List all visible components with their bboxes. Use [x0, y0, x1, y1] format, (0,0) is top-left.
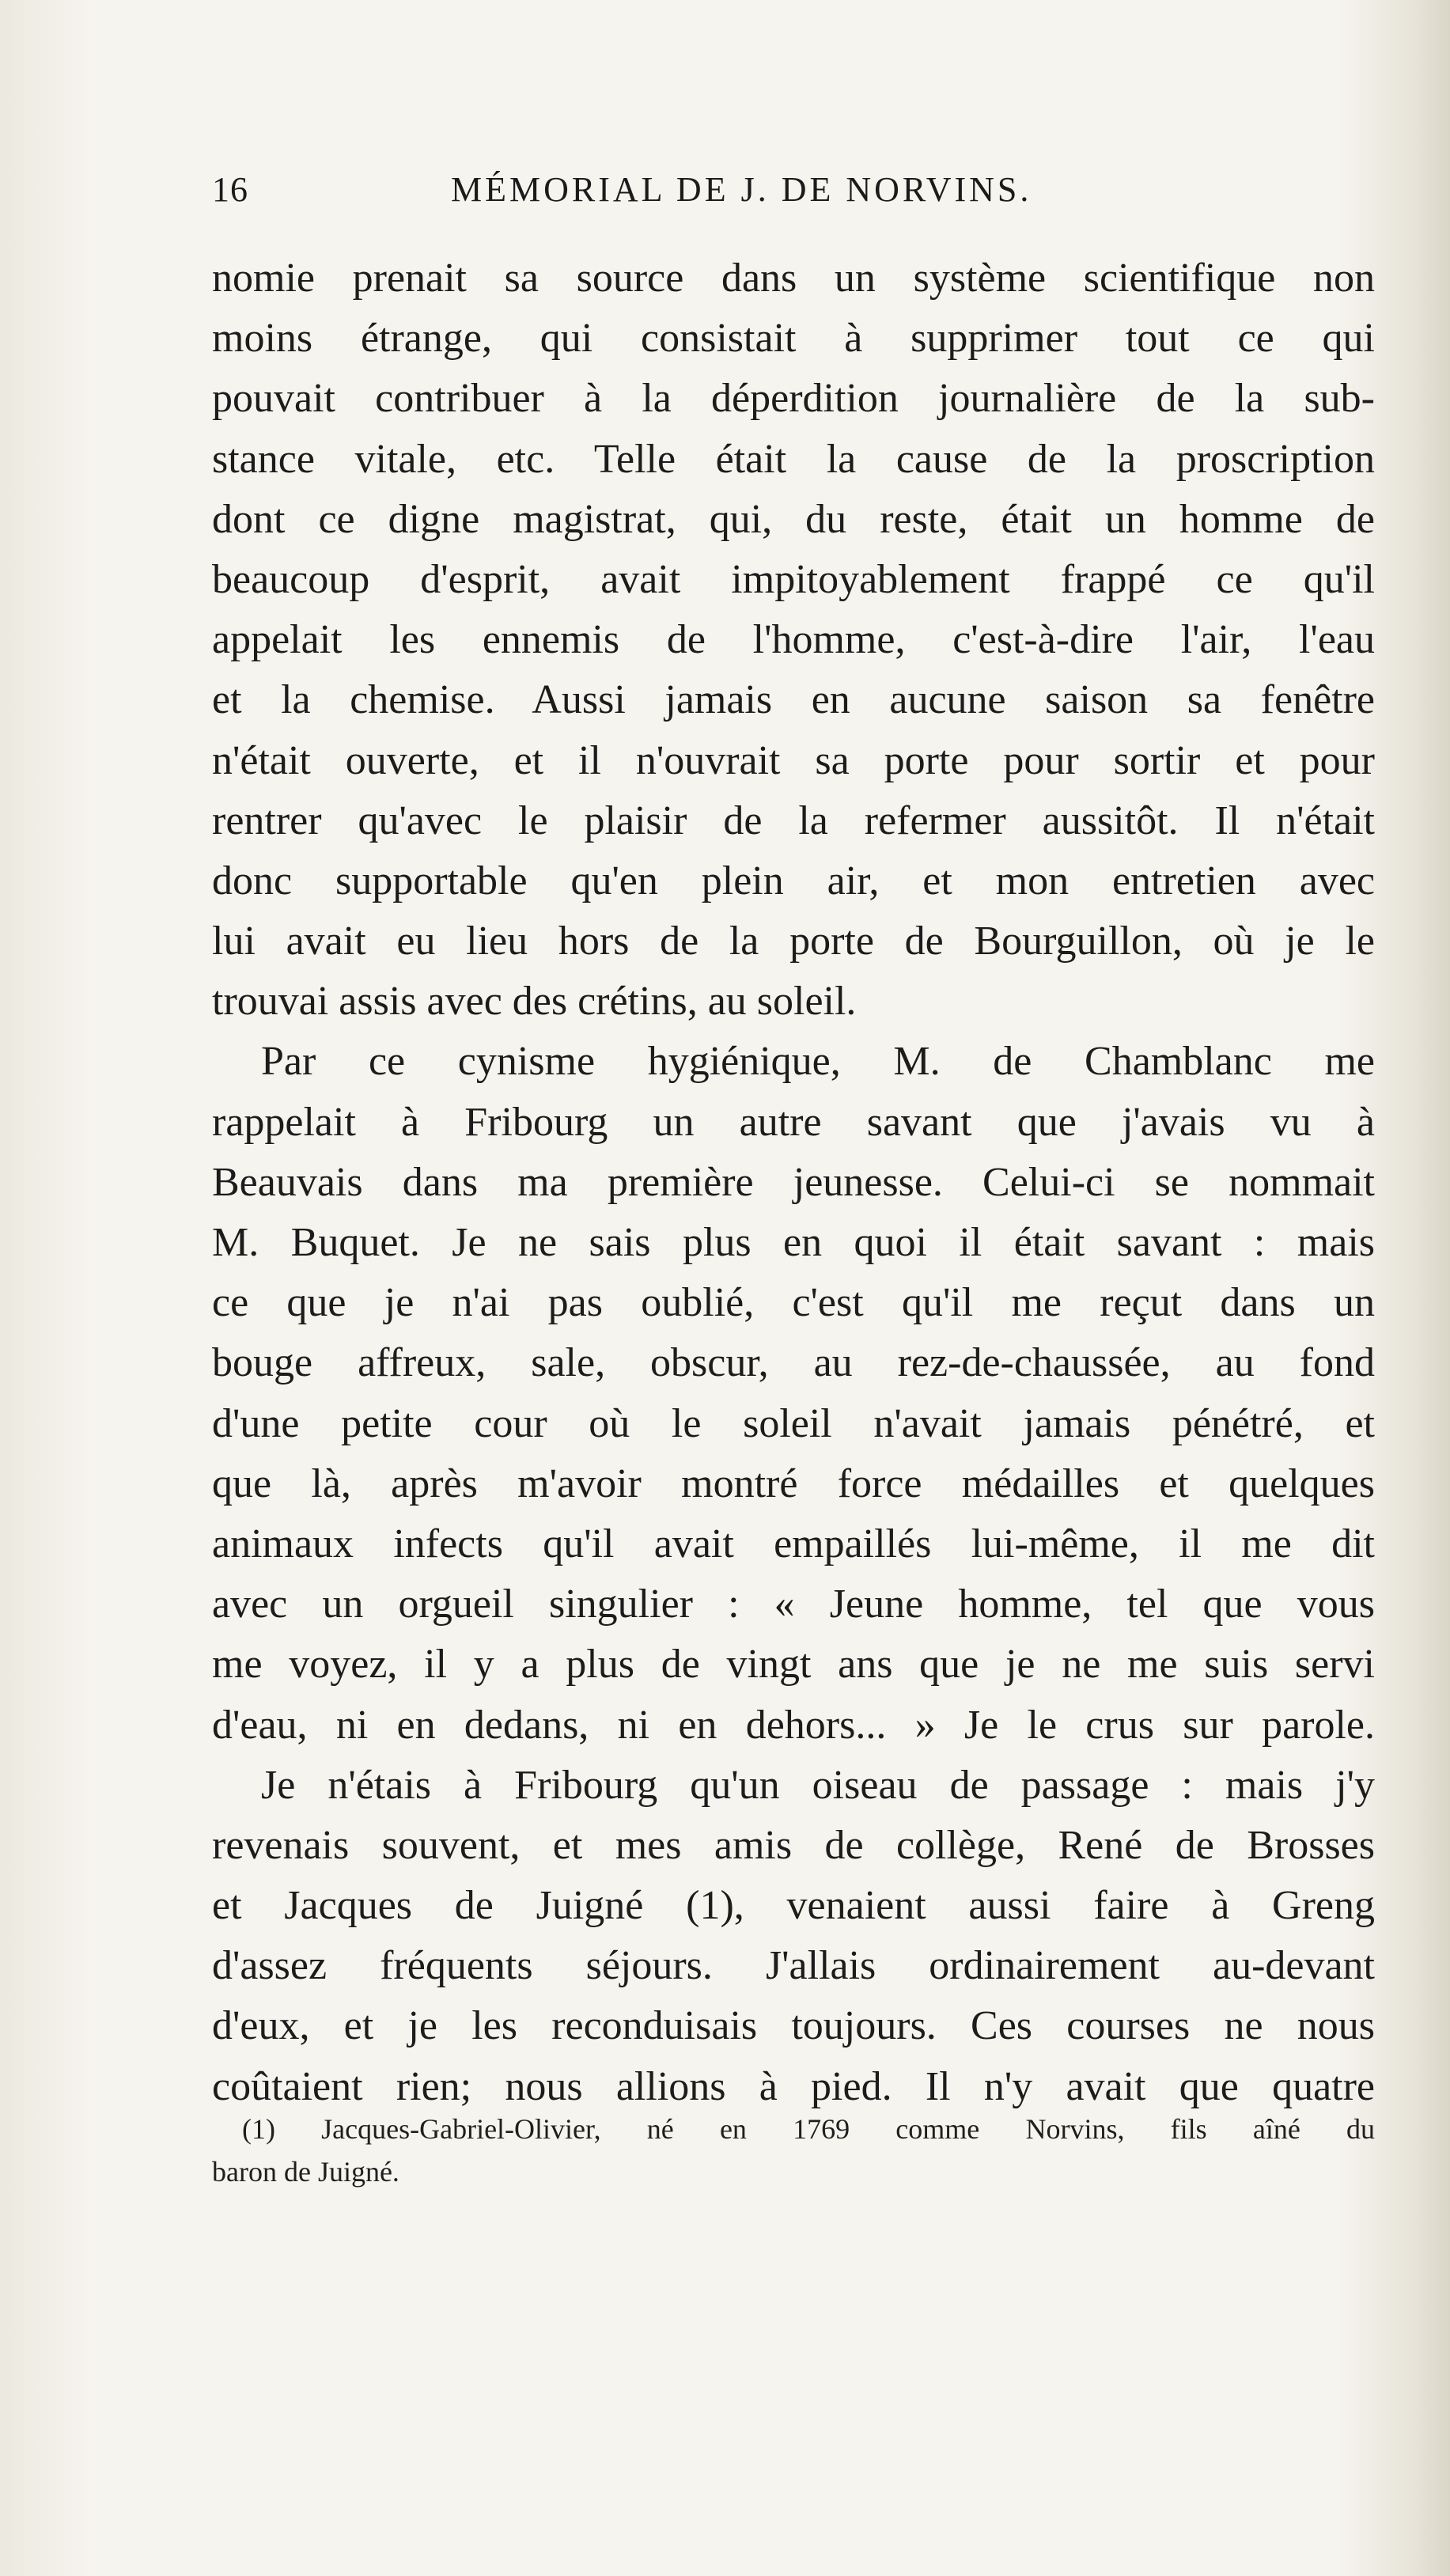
text-line: rentrer qu'avec le plaisir de la refermer aussitôt. Il n'était	[212, 797, 1375, 843]
text-line: n'était ouverte, et il n'ouvrait sa porte pour sortir et pour	[212, 737, 1375, 783]
text-line: rappelait à Fribourg un autre savant que j'avais vu à	[212, 1099, 1375, 1145]
text-line: d'eux, et je les reconduisais toujours. Ces courses ne nous	[212, 2003, 1375, 2049]
text-line: M. Buquet. Je ne sais plus en quoi il était savant : mais	[212, 1220, 1375, 1265]
text-line: lui avait eu lieu hors de la porte de Bourguillon, où je le	[212, 919, 1375, 964]
text-line: me voyez, il y a plus de vingt ans que je ne me suis servi	[212, 1642, 1375, 1688]
footnote-line: baron de Juigné.	[212, 2156, 399, 2188]
footnote-line: (1) Jacques-Gabriel-Olivier, né en 1769 comme Norvins, fils aîné du	[242, 2113, 1375, 2145]
text-line: avec un orgueil singulier : « Jeune homme, tel que vous	[212, 1582, 1375, 1627]
text-line: stance vitale, etc. Telle était la cause de la proscription	[212, 436, 1375, 482]
text-line: Je n'étais à Fribourg qu'un oiseau de passage : mais j'y	[261, 1762, 1375, 1808]
text-line: et la chemise. Aussi jamais en aucune saison sa fenêtre	[212, 677, 1375, 723]
footnote	[212, 2108, 1375, 2193]
text-line: revenais souvent, et mes amis de collège, René de Brosses	[212, 1822, 1375, 1868]
text-line: d'assez fréquents séjours. J'allais ordinairement au-devant	[212, 1943, 1375, 1989]
text-line: ce que je n'ai pas oublié, c'est qu'il me reçut dans un	[212, 1280, 1375, 1326]
page-number: 16	[212, 170, 248, 209]
text-line: Beauvais dans ma première jeunesse. Celui-ci se nommait	[212, 1159, 1375, 1205]
running-head	[212, 169, 1363, 217]
body-text	[212, 248, 1375, 2117]
text-line: bouge affreux, sale, obscur, au rez-de-chaussée, au fond	[212, 1340, 1375, 1386]
text-line: Par ce cynisme hygiénique, M. de Chamblanc me	[261, 1039, 1375, 1085]
text-line: dont ce digne magistrat, qui, du reste, était un homme de	[212, 496, 1375, 542]
text-line: appelait les ennemis de l'homme, c'est-à-dire l'air, l'eau	[212, 617, 1375, 663]
text-line: donc supportable qu'en plein air, et mon entretien avec	[212, 858, 1375, 903]
text-line: d'une petite cour où le soleil n'avait jamais pénétré, et	[212, 1400, 1375, 1446]
text-line: nomie prenait sa source dans un système scientifique non	[212, 256, 1375, 301]
text-line: beaucoup d'esprit, avait impitoyablement frappé ce qu'il	[212, 556, 1375, 602]
text-line: animaux infects qu'il avait empaillés lui-même, il me dit	[212, 1521, 1375, 1566]
text-line: coûtaient rien; nous allions à pied. Il n'y avait que quatre	[212, 2063, 1375, 2109]
text-line: et Jacques de Juigné (1), venaient aussi faire à Greng	[212, 1883, 1375, 1929]
text-line: pouvait contribuer à la déperdition journalière de la sub-	[212, 376, 1375, 422]
text-line: trouvai assis avec des crétins, au soleil.	[212, 979, 857, 1025]
text-line: que là, après m'avoir montré force médailles et quelques	[212, 1460, 1375, 1506]
text-line: moins étrange, qui consistait à supprimer tout ce qui	[212, 316, 1375, 362]
running-title: MÉMORIAL DE J. DE NORVINS.	[451, 170, 1032, 209]
text-line: d'eau, ni en dedans, ni en dehors... » Je le crus sur parole.	[212, 1702, 1375, 1748]
